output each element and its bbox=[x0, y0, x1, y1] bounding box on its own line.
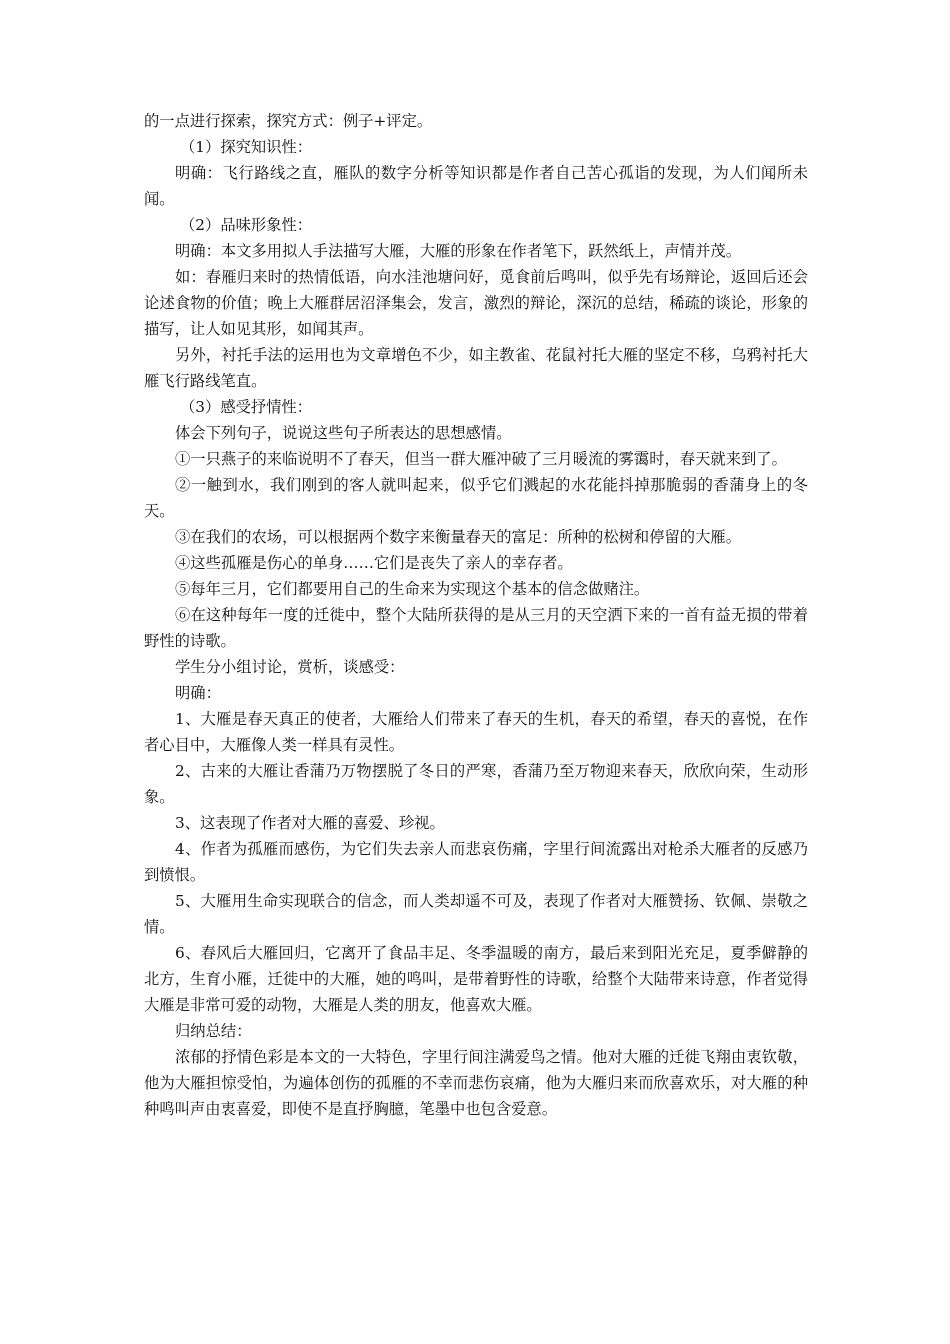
paragraph-intro: 的一点进行探索，探究方式：例子+评定。 bbox=[144, 112, 433, 130]
heading-knowledge: （1）探究知识性： bbox=[180, 138, 313, 156]
answer-5: 5、大雁用生命实现联合的信念，而人类却遥不可及，表现了作者对大雁赞扬、钦佩、崇敬之情。 bbox=[144, 892, 808, 936]
answer-4: 4、作者为孤雁而感伤，为它们失去亲人而悲哀伤痛，字里行间流露出对枪杀大雁者的反感乃到愤恨。 bbox=[144, 840, 808, 884]
sentence-3: ③在我们的农场，可以根据两个数字来衡量春天的富足：所种的松树和停留的大雁。 bbox=[175, 528, 741, 546]
paragraph-answer-label: 明确： bbox=[175, 684, 221, 702]
paragraph-imagery-answer: 明确：本文多用拟人手法描写大雁，大雁的形象在作者笔下，跃然纸上，声情并茂。 bbox=[175, 242, 741, 260]
paragraph-contrast: 另外，衬托手法的运用也为文章增色不少，如主教雀、花鼠衬托大雁的坚定不移，乌鸦衬托大雁飞行路线笔直。 bbox=[144, 346, 808, 390]
paragraph-task: 体会下列句子，说说这些句子所表达的思想感情。 bbox=[175, 424, 512, 442]
answer-3: 3、这表现了作者对大雁的喜爱、珍视。 bbox=[175, 814, 445, 832]
paragraph-discussion: 学生分小组讨论，赏析，谈感受： bbox=[175, 658, 405, 676]
sentence-5: ⑤每年三月，它们都要用自己的生命来为实现这个基本的信念做赌注。 bbox=[175, 580, 650, 598]
answer-6: 6、春风后大雁回归，它离开了食品丰足、冬季温暖的南方，最后来到阳光充足，夏季僻静的北方，生育小雁，迁徙中的大雁，她的鸣叫，是带着野性的诗歌，给整个大陆带来诗意，作者觉得大雁是非常可爱的动物，大雁是人类的朋友，他喜欢大雁。 bbox=[144, 944, 808, 1014]
sentence-6: ⑥在这种每年一度的迁徙中，整个大陆所获得的是从三月的天空洒下来的一首有益无损的带着野性的诗歌。 bbox=[144, 606, 808, 650]
sentence-1: ①一只燕子的来临说明不了春天，但当一群大雁冲破了三月暖流的雾霭时，春天就来到了。 bbox=[175, 450, 787, 468]
paragraph-knowledge-answer: 明确：飞行路线之直，雁队的数字分析等知识都是作者自己苦心孤诣的发现，为人们闻所未闻。 bbox=[144, 164, 808, 208]
heading-summary: 归纳总结： bbox=[175, 1022, 252, 1040]
document-body bbox=[144, 108, 808, 1122]
answer-2: 2、古来的大雁让香蒲乃万物摆脱了冬日的严寒，香蒲乃至万物迎来春天，欣欣向荣，生动形象。 bbox=[144, 762, 808, 806]
sentence-4: ④这些孤雁是伤心的单身……它们是丧失了亲人的幸存者。 bbox=[175, 554, 573, 572]
heading-imagery: （2）品味形象性： bbox=[180, 216, 313, 234]
paragraph-imagery-example: 如：春雁归来时的热情低语，向水洼池塘问好，觅食前后鸣叫，似乎先有场辩论，返回后还会论述食物的价值；晚上大雁群居沼泽集会，发言，激烈的辩论，深沉的总结，稀疏的谈论，形象的描写，让人如见其形，如闻其声。 bbox=[144, 268, 808, 338]
sentence-2: ②一触到水，我们刚到的客人就叫起来，似乎它们溅起的水花能抖掉那脆弱的香蒲身上的冬天。 bbox=[144, 476, 808, 520]
answer-1: 1、大雁是春天真正的使者，大雁给人们带来了春天的生机，春天的希望，春天的喜悦，在作者心目中，大雁像人类一样具有灵性。 bbox=[144, 710, 808, 754]
heading-lyricism: （3）感受抒情性： bbox=[180, 398, 313, 416]
paragraph-summary: 浓郁的抒情色彩是本文的一大特色，字里行间注满爱鸟之情。他对大雁的迁徙飞翔由衷钦敬，他为大雁担惊受怕，为遍体创伤的孤雁的不幸而悲伤哀痛，他为大雁归来而欣喜欢乐，对大雁的种种鸣叫声由衷喜爱，即使不是直抒胸臆，笔墨中也包含爱意。 bbox=[144, 1048, 808, 1118]
